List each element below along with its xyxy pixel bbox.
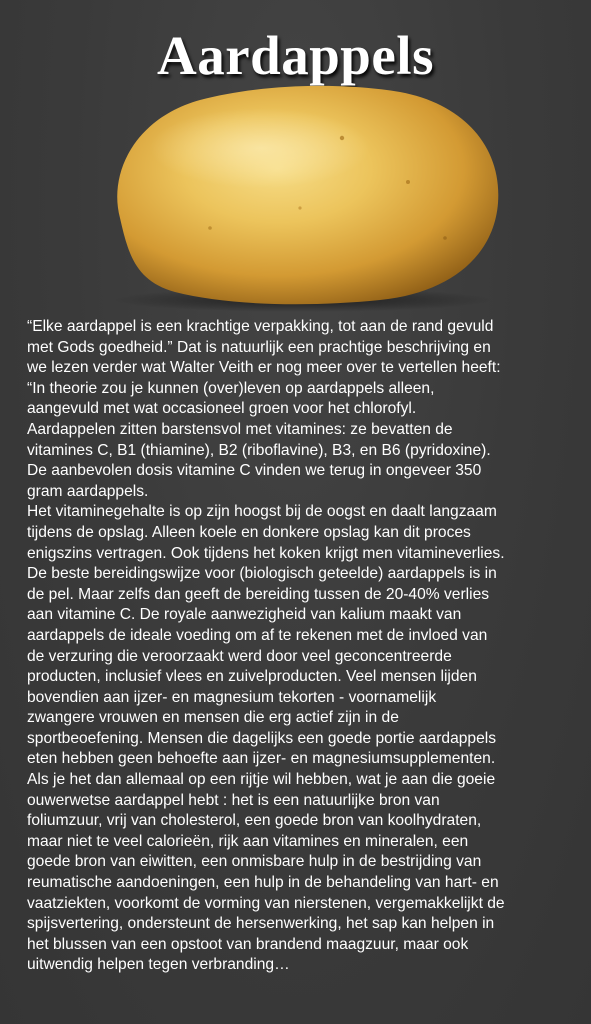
- text-line: “In theorie zou je kunnen (over)leven op aardappels alleen,: [27, 379, 435, 397]
- potato-eye: [443, 236, 447, 240]
- text-line: eten hebben geen behoefte aan ijzer- en magnesiumsupplementen.: [27, 750, 496, 768]
- text-line: gram aardappels.: [27, 482, 149, 500]
- text-line: de verzuring die veroorzaakt werd door veel geconcentreerde: [27, 647, 452, 665]
- text-line: Als je het dan allemaal op een rijtje wil hebben, wat je aan die goeie: [27, 771, 496, 789]
- text-line: aangevuld met wat occasioneel groen voor het chlorofyl.: [27, 400, 417, 418]
- text-line: “Elke aardappel is een krachtige verpakking, tot aan de rand gevuld: [27, 318, 494, 335]
- article-text: [27, 317, 575, 976]
- text-line: vitamines C, B1 (thiamine), B2 (riboflavine), B3, en B6 (pyridoxine).: [27, 441, 491, 459]
- text-line: Het vitaminegehalte is op zijn hoogst bij de oogst en daalt langzaam: [27, 503, 497, 521]
- text-line: de pel. Maar zelfs dan geeft de bereiding tussen de 20-40% verlies: [27, 585, 490, 603]
- text-line: zwangere vrouwen en mensen die erg actief zijn in de: [27, 709, 399, 727]
- text-line: reumatische aandoeningen, een hulp in de behandeling van hart- en: [27, 874, 499, 892]
- text-line: goede bron van eiwitten, een onmisbare hulp in de bestrijding van: [27, 853, 482, 871]
- text-line: spijsvertering, ondersteunt de hersenwerking, het sap kan helpen in: [27, 915, 495, 933]
- potato-eye: [208, 226, 212, 230]
- text-line: vaatziekten, voorkomt de vorming van nierstenen, vergemakkelijkt de: [27, 894, 505, 912]
- text-line: ouwerwetse aardappel hebt : het is een natuurlijke bron van: [27, 791, 440, 809]
- text-line: met Gods goedheid.” Dat is natuurlijk een prachtige beschrijving en: [27, 338, 491, 356]
- text-line: het blussen van een opstoot van brandend maagzuur, maar ook: [27, 935, 469, 953]
- text-line: producten, inclusief vlees en zuivelproducten. Veel mensen lijden: [27, 668, 477, 686]
- text-line: we lezen verder wat Walter Veith er nog meer over te vertellen heeft:: [27, 359, 501, 377]
- potato-eye: [406, 180, 410, 184]
- text-line: foliumzuur, vrij van cholesterol, een goede bron van koolhydraten,: [27, 812, 482, 830]
- potato-illustration: [90, 78, 510, 313]
- text-line: bovendien aan ijzer- en magnesium tekorten - voornamelijk: [27, 688, 437, 706]
- text-line: aan vitamine C. De royale aanwezigheid van kalium maakt van: [27, 606, 462, 624]
- potato-eye: [298, 206, 301, 209]
- text-line: De aanbevolen dosis vitamine C vinden we terug in ongeveer 350: [27, 462, 482, 480]
- text-line: uitwendig helpen tegen verbranding…: [27, 956, 290, 974]
- page-title: Aardappels: [157, 25, 434, 86]
- text-line: tijdens de opslag. Alleen koele en donkere opslag kan dit proces: [27, 523, 471, 541]
- text-line: Aardappelen zitten barstensvol met vitamines: ze bevatten de: [27, 420, 453, 438]
- text-line: aardappels de ideale voeding om af te rekenen met de invloed van: [27, 626, 488, 644]
- potato-eye: [340, 136, 344, 140]
- text-line: sportbeoefening. Mensen die dagelijks een goede portie aardappels: [27, 729, 497, 747]
- text-line: maar niet te veel calorieën, rijk aan vitamines en mineralen, een: [27, 832, 469, 850]
- text-line: enigszins vertragen. Ook tijdens het koken krijgt men vitamineverlies.: [27, 544, 505, 562]
- potato-highlight: [150, 108, 370, 188]
- text-line: De beste bereidingswijze voor (biologisch geteelde) aardappels is in: [27, 565, 497, 583]
- potato-image: [90, 78, 510, 313]
